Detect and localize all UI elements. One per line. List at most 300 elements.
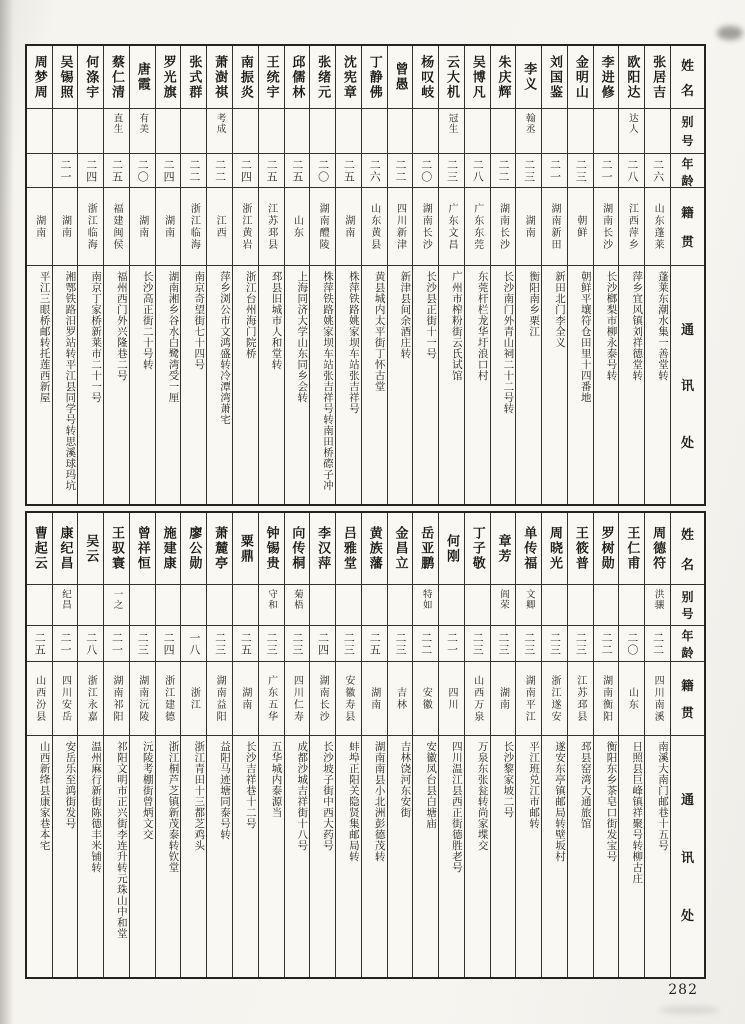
age-cell: 二三 — [439, 154, 464, 188]
address-cell: 祁阳文明市正兴街李连升转元珠山中和堂 — [115, 741, 128, 939]
name-cell: 曾愚 — [388, 46, 413, 109]
native-cell: 浙江临海 — [181, 188, 206, 266]
alias-cell: 洪骧 — [645, 585, 670, 626]
person-column — [52, 46, 78, 504]
age-cell: 二三 — [207, 626, 232, 662]
alias-cell: 守和 — [259, 585, 284, 626]
address-cell: 四川温江县西正街德胜老号 — [450, 741, 463, 873]
alias-cell — [156, 109, 181, 154]
address-cell: 平江班兑江市邮转 — [528, 741, 541, 829]
age-cell: 二三 — [388, 626, 413, 662]
person-column — [541, 46, 567, 504]
native-cell: 浙江临海 — [78, 188, 103, 266]
age-cell: 二三 — [516, 626, 541, 662]
native-cell: 四川安岳 — [53, 662, 78, 736]
address-cell: 五华城内泰源当 — [270, 741, 283, 818]
age-cell: 二一 — [53, 626, 78, 662]
native-cell: 山东 — [285, 188, 310, 266]
address-cell: 安徽凤台县白塘庙 — [425, 741, 438, 829]
person-column — [644, 513, 670, 977]
native-cell: 山东 — [619, 662, 644, 736]
address-cell: 湖南湘乡谷水白鹭湾受一厘 — [167, 271, 180, 403]
name-cell: 何刚 — [439, 513, 464, 585]
address-cell: 长沙榔梨市柳永泰号转 — [605, 271, 618, 381]
address-cell: 吉林饶河东安街 — [399, 741, 412, 818]
age-cell: 一八 — [181, 626, 206, 662]
alias-cell — [336, 585, 361, 626]
age-cell: 二四 — [310, 626, 335, 662]
name-cell: 萧麓亭 — [207, 513, 232, 585]
name-cell: 吴云 — [78, 513, 103, 585]
native-cell: 湖南新田 — [542, 188, 567, 266]
native-cell: 浙江建德 — [156, 662, 181, 736]
age-cell: 二三 — [516, 154, 541, 188]
address-cell: 湖南南县小北洲彭德茂转 — [373, 741, 386, 862]
person-column — [438, 513, 464, 977]
age-cell: 二四 — [156, 626, 181, 662]
native-cell: 湖南沅陵 — [130, 662, 155, 736]
person-column — [593, 46, 619, 504]
address-cell: 株萍铁路姚家坝车站张吉祥号 — [347, 271, 360, 414]
name-cell: 吴锡照 — [53, 46, 78, 109]
name-cell: 刘国鉴 — [542, 46, 567, 109]
scan-smudge — [659, 1006, 719, 1014]
native-cell: 湖南长沙 — [413, 188, 438, 266]
scan-smudge — [717, 26, 743, 40]
address-cell: 长沙高正街二十号转 — [141, 271, 154, 370]
alias-cell: 直生 — [104, 109, 129, 154]
name-cell: 何涤宇 — [78, 46, 103, 109]
person-column — [490, 513, 516, 977]
alias-cell — [594, 109, 619, 154]
name-cell: 周梦周 — [27, 46, 52, 109]
address-cell: 温州麻行新街陈德丰米铺转 — [90, 741, 103, 873]
age-cell: 二一 — [439, 626, 464, 662]
age-cell: 二一 — [53, 154, 78, 188]
age-cell: 二五 — [233, 626, 258, 662]
address-cell: 万泉东张瓮转尚家堞交 — [476, 741, 489, 851]
alias-cell: 冠生 — [439, 109, 464, 154]
address-cell: 成都沙城吉祥街十八号 — [296, 741, 309, 851]
address-cell: 沅陵考棚街曾炳文交 — [141, 741, 154, 840]
name-cell: 萧澍祺 — [207, 46, 232, 109]
age-cell: 二〇 — [130, 154, 155, 188]
age-cell: 二二 — [594, 626, 619, 662]
name-cell: 周德符 — [645, 513, 670, 585]
person-column — [27, 513, 52, 977]
name-cell: 李义 — [516, 46, 541, 109]
address-cell: 南京丁家桥新莱市二十一号 — [90, 271, 103, 403]
address-cell: 益阳马迹塘同泰号转 — [218, 741, 231, 840]
person-column — [464, 46, 490, 504]
person-column — [644, 46, 670, 504]
age-cell: 二一 — [594, 154, 619, 188]
native-cell: 浙江永嘉 — [78, 662, 103, 736]
header-age-label: 年 龄 — [671, 154, 704, 188]
age-cell: 二五 — [104, 154, 129, 188]
address-cell: 衡阳南乡栗江 — [528, 271, 541, 337]
age-cell: 二一 — [104, 626, 129, 662]
address-cell: 黄县城内太平街丁怀古堂 — [373, 271, 386, 392]
native-cell: 安徽 — [413, 662, 438, 736]
name-cell: 罗光旗 — [156, 46, 181, 109]
header-age-label: 年 龄 — [671, 626, 704, 662]
native-cell: 湖南 — [53, 188, 78, 266]
native-cell: 湖南长沙 — [594, 188, 619, 266]
age-cell: 二二 — [491, 154, 516, 188]
scan-edge-shadow — [0, 0, 14, 1024]
alias-cell — [207, 585, 232, 626]
age-cell: 二八 — [465, 154, 490, 188]
alias-cell: 翰丞 — [516, 109, 541, 154]
person-column — [438, 46, 464, 504]
alias-cell: 阎荣 — [491, 585, 516, 626]
native-cell: 四川仁寿 — [285, 662, 310, 736]
alias-cell: 一之 — [104, 585, 129, 626]
address-cell: 上海同济大学山东同乡会转 — [296, 271, 309, 403]
native-cell: 江西 — [207, 188, 232, 266]
age-cell: 二二 — [207, 154, 232, 188]
name-cell: 岳亚鹏 — [413, 513, 438, 585]
native-cell: 湖南 — [156, 188, 181, 266]
native-cell: 湖南长沙 — [310, 662, 335, 736]
address-cell: 福州西门外兴隆巷二号 — [115, 271, 128, 381]
alias-cell — [285, 109, 310, 154]
alias-cell — [233, 585, 258, 626]
address-cell: 长沙南门外青山祠二十二号转 — [502, 271, 515, 414]
address-cell: 长沙坡子街中西大药号 — [322, 741, 335, 851]
age-cell: 二六 — [362, 154, 387, 188]
alias-cell — [413, 109, 438, 154]
native-cell: 湖南平江 — [516, 662, 541, 736]
person-column — [155, 46, 181, 504]
person-column — [77, 46, 103, 504]
age-cell: 二八 — [78, 626, 103, 662]
header-alias-label: 别 号 — [671, 109, 704, 154]
name-cell: 康纪昌 — [53, 513, 78, 585]
address-cell: 南溪大南门邮巷十五号 — [657, 741, 669, 851]
person-column — [206, 513, 232, 977]
name-cell: 朱庆辉 — [491, 46, 516, 109]
native-cell: 湖南 — [27, 188, 52, 266]
person-column — [258, 513, 284, 977]
alias-cell — [491, 109, 516, 154]
person-column — [180, 46, 206, 504]
address-cell: 湘鄂铁路汨罗站转平江县同学号转思溪球玛坑 — [64, 271, 77, 491]
header-address-label: 通 讯 处 — [680, 793, 694, 924]
native-cell: 湖南 — [233, 662, 258, 736]
native-cell: 浙江黄岩 — [233, 188, 258, 266]
alias-cell — [362, 109, 387, 154]
alias-cell — [310, 109, 335, 154]
page-number: 282 — [668, 982, 698, 998]
address-cell: 新田北门李全义 — [553, 271, 566, 348]
address-cell: 东莞杆栏龙华圩浪口村 — [476, 271, 489, 381]
name-cell: 唐霞 — [130, 46, 155, 109]
alias-cell — [27, 585, 52, 626]
native-cell: 湖南 — [336, 188, 361, 266]
name-cell: 粟鼎 — [233, 513, 258, 585]
alias-cell — [465, 109, 490, 154]
header-alias-label: 别 号 — [671, 585, 704, 626]
alias-cell — [568, 585, 593, 626]
name-cell: 李进修 — [594, 46, 619, 109]
address-cell: 朝鲜平壤符仓田里十四番地 — [579, 271, 592, 403]
address-cell: 萍乡宜风镇刘祥德堂转 — [631, 271, 644, 381]
alias-cell: 纪昌 — [53, 585, 78, 626]
native-cell: 湖南衡阳 — [594, 662, 619, 736]
alias-cell — [439, 585, 464, 626]
name-cell: 金昌立 — [388, 513, 413, 585]
address-cell: 浙江台州海门院桥 — [244, 271, 257, 359]
person-column — [284, 46, 310, 504]
age-cell: 二三 — [336, 626, 361, 662]
age-cell: 二五 — [336, 154, 361, 188]
age-cell: 二二 — [413, 626, 438, 662]
native-cell: 山东黄县 — [362, 188, 387, 266]
alias-cell — [156, 585, 181, 626]
directory-tables — [25, 44, 706, 979]
age-cell: 二一 — [542, 154, 567, 188]
address-cell: 遂安东亭镇邮局转壁坂村 — [553, 741, 566, 862]
name-cell: 沈宪章 — [336, 46, 361, 109]
name-cell: 王驭寰 — [104, 513, 129, 585]
person-column — [618, 513, 644, 977]
age-cell: 二三 — [130, 626, 155, 662]
age-cell: 二四 — [233, 154, 258, 188]
person-column — [361, 46, 387, 504]
name-cell: 黄族藩 — [362, 513, 387, 585]
alias-cell — [259, 109, 284, 154]
age-cell: 二五 — [27, 626, 52, 662]
address-cell: 日照县巨峰镇祥聚号转柳古庄 — [631, 741, 644, 884]
person-column — [129, 46, 155, 504]
person-column — [103, 513, 129, 977]
native-cell: 广东东莞 — [465, 188, 490, 266]
person-column — [567, 46, 593, 504]
address-cell: 株萍铁路姚家坝车站张吉祥号转南田桥磜子冲 — [322, 271, 335, 491]
age-cell: 二三 — [568, 154, 593, 188]
native-cell: 朝鲜 — [568, 188, 593, 266]
age-cell: 二〇 — [310, 154, 335, 188]
alias-cell — [388, 109, 413, 154]
alias-cell — [542, 585, 567, 626]
alias-cell: 达人 — [619, 109, 644, 154]
address-cell: 安岳乐至鸿街发号 — [64, 741, 77, 829]
directory-table-bottom — [25, 511, 706, 979]
age-cell — [27, 154, 52, 188]
native-cell: 江苏邳县 — [568, 662, 593, 736]
address-cell: 长沙吉祥巷十二号 — [244, 741, 257, 829]
name-cell: 施建康 — [156, 513, 181, 585]
header-column — [670, 513, 704, 977]
native-cell: 广东五华 — [259, 662, 284, 736]
native-cell: 四川 — [439, 662, 464, 736]
name-cell: 张式群 — [181, 46, 206, 109]
person-column — [309, 46, 335, 504]
age-cell: 二三 — [568, 626, 593, 662]
name-cell: 王仁甫 — [619, 513, 644, 585]
person-column — [387, 513, 413, 977]
name-cell: 金明山 — [568, 46, 593, 109]
person-column — [335, 513, 361, 977]
native-cell: 湖南益阳 — [207, 662, 232, 736]
alias-cell — [542, 109, 567, 154]
age-cell: 二五 — [362, 626, 387, 662]
age-cell: 二二 — [181, 154, 206, 188]
alias-cell — [181, 109, 206, 154]
person-column — [515, 513, 541, 977]
name-cell: 邱儒林 — [285, 46, 310, 109]
age-cell: 二四 — [156, 154, 181, 188]
age-cell: 二三 — [259, 626, 284, 662]
name-cell: 单传福 — [516, 513, 541, 585]
address-cell: 浙江桐芦芝镇新茂泰转钦堂 — [167, 741, 180, 873]
person-column — [27, 46, 52, 504]
name-cell: 王筱普 — [568, 513, 593, 585]
person-column — [180, 513, 206, 977]
name-cell: 丁子敬 — [465, 513, 490, 585]
name-cell: 蔡仁清 — [104, 46, 129, 109]
person-column — [361, 513, 387, 977]
name-cell: 周晓光 — [542, 513, 567, 585]
person-column — [52, 513, 78, 977]
person-column — [412, 513, 438, 977]
person-column — [309, 513, 335, 977]
name-cell: 张绪元 — [310, 46, 335, 109]
name-cell: 罗树勋 — [594, 513, 619, 585]
address-cell: 衡阳东乡茶皂口街发宝号 — [605, 741, 618, 862]
name-cell: 钟锡贵 — [259, 513, 284, 585]
alias-cell — [388, 585, 413, 626]
person-column — [335, 46, 361, 504]
native-cell: 湖南祁阳 — [104, 662, 129, 736]
person-column — [464, 513, 490, 977]
alias-cell — [130, 585, 155, 626]
alias-cell: 文卿 — [516, 585, 541, 626]
person-column — [490, 46, 516, 504]
header-address-label: 通 讯 处 — [680, 322, 694, 452]
native-cell: 江苏邳县 — [259, 188, 284, 266]
alias-cell — [362, 585, 387, 626]
age-cell: 二四 — [78, 154, 103, 188]
age-cell: 二三 — [491, 626, 516, 662]
alias-cell: 考成 — [207, 109, 232, 154]
address-cell: 邳县旧城市人和堂转 — [270, 271, 283, 370]
address-cell: 浙江青田十三都芝鸡头 — [193, 741, 206, 851]
name-cell: 曹起云 — [27, 513, 52, 585]
age-cell: 二五 — [285, 154, 310, 188]
address-cell: 蓬莱东潮水集一善堂转 — [657, 271, 669, 381]
name-cell: 王统宇 — [259, 46, 284, 109]
address-cell: 长沙黎家坡二号 — [502, 741, 515, 818]
name-cell: 南振炎 — [233, 46, 258, 109]
address-cell: 平江三眼桥邮转托莲西新屋 — [38, 271, 51, 403]
person-column — [593, 513, 619, 977]
address-cell: 新津县间余酒庄转 — [399, 271, 412, 359]
native-cell: 湖南 — [130, 188, 155, 266]
alias-cell — [310, 585, 335, 626]
header-name-label: 姓 名 — [671, 46, 704, 109]
address-cell: 山西新绛县康家巷本宅 — [38, 741, 51, 851]
person-column — [77, 513, 103, 977]
alias-cell: 菊梧 — [285, 585, 310, 626]
address-cell: 广州市榨粉街云氏试馆 — [450, 271, 463, 381]
native-cell: 湖南 — [491, 662, 516, 736]
person-column — [155, 513, 181, 977]
address-cell: 萍乡浏公市文鸿盛转冷潭湾萧宅 — [218, 271, 231, 425]
age-cell: 二二 — [645, 626, 670, 662]
person-column — [387, 46, 413, 504]
person-column — [258, 46, 284, 504]
person-column — [129, 513, 155, 977]
native-cell: 浙江 — [181, 662, 206, 736]
alias-cell — [568, 109, 593, 154]
header-column — [670, 46, 704, 504]
name-cell: 李汉萍 — [310, 513, 335, 585]
native-cell: 山西汾县 — [27, 662, 52, 736]
alias-cell: 特如 — [413, 585, 438, 626]
age-cell: 二三 — [542, 626, 567, 662]
native-cell: 湖南醴陵 — [310, 188, 335, 266]
alias-cell — [233, 109, 258, 154]
name-cell: 向传桐 — [285, 513, 310, 585]
native-cell: 浙江遂安 — [542, 662, 567, 736]
name-cell: 曾祥恒 — [130, 513, 155, 585]
name-cell: 章芳 — [491, 513, 516, 585]
native-cell: 湖南长沙 — [491, 188, 516, 266]
native-cell: 山西万泉 — [465, 662, 490, 736]
alias-cell — [594, 585, 619, 626]
age-cell: 二二 — [388, 154, 413, 188]
person-column — [284, 513, 310, 977]
native-cell: 湖南 — [516, 188, 541, 266]
age-cell: 二〇 — [413, 154, 438, 188]
name-cell: 吴博凡 — [465, 46, 490, 109]
person-column — [232, 46, 258, 504]
address-cell: 长沙县正街十一号 — [425, 271, 438, 359]
name-cell: 丁静佛 — [362, 46, 387, 109]
name-cell: 张居吉 — [645, 46, 670, 109]
person-column — [541, 513, 567, 977]
name-cell: 吕雅堂 — [336, 513, 361, 585]
header-native-label: 籍 贯 — [671, 662, 704, 736]
name-cell: 杨叹岐 — [413, 46, 438, 109]
alias-cell: 有美 — [130, 109, 155, 154]
person-column — [103, 46, 129, 504]
name-cell: 廖公勋 — [181, 513, 206, 585]
alias-cell — [27, 109, 52, 154]
alias-cell — [53, 109, 78, 154]
native-cell: 吉林 — [388, 662, 413, 736]
name-cell: 云大机 — [439, 46, 464, 109]
age-cell: 二三 — [465, 626, 490, 662]
age-cell: 二八 — [619, 154, 644, 188]
name-cell: 欧阳达 — [619, 46, 644, 109]
native-cell: 安徽寿县 — [336, 662, 361, 736]
person-column — [232, 513, 258, 977]
alias-cell — [465, 585, 490, 626]
person-column — [206, 46, 232, 504]
age-cell: 二三 — [285, 626, 310, 662]
alias-cell — [336, 109, 361, 154]
native-cell: 山东蓬莱 — [645, 188, 670, 266]
alias-cell — [78, 585, 103, 626]
native-cell: 湖南 — [362, 662, 387, 736]
alias-cell — [181, 585, 206, 626]
address-cell: 南京奇望街七十四号 — [193, 271, 206, 370]
age-cell: 二〇 — [619, 626, 644, 662]
